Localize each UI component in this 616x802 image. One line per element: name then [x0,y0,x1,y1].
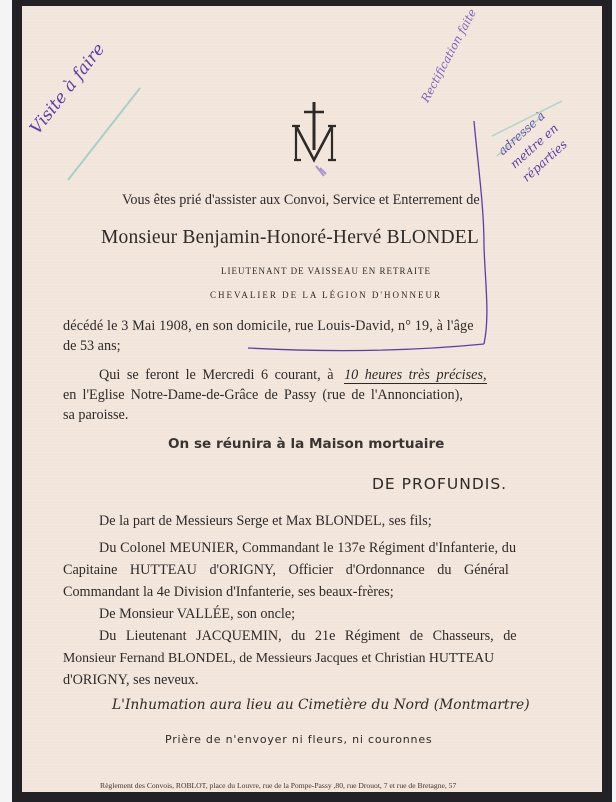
family-line: Commandant la 4e Division d'Infanterie, ses beaux-frères; [63,584,394,600]
gathering-line: On se réunira à la Maison mortuaire [168,436,445,452]
deceased-name: Monsieur Benjamin-Honoré-Hervé BLONDEL [101,227,480,248]
deceased-honour: CHEVALIER DE LA LÉGION D'HONNEUR [210,290,442,300]
family-line: Capitaine HUTTEAU d'ORIGNY, Officier d'Ordonnance du Général [63,562,509,578]
printer-footer: Règlement des Convois, ROBLOT, place du Louvre, rue de la Pompe-Passy ,80, rue Drouot, 7 et rue de Bretagne, 57 [100,781,457,790]
family-line: De la part de Messieurs Serge et Max BLONDEL, ses fils; [99,513,432,529]
handwritten-note-visite: Visite à faire [26,39,110,139]
family-line: Monsieur Fernand BLONDEL, de Messieurs Jacques et Christian HUTTEAU [63,650,495,665]
death-line-1: décédé le 3 Mai 1908, en son domicile, rue Louis-David, n° 19, à l'âge [63,318,474,334]
service-line-2: en l'Eglise Notre-Dame-de-Grâce de Passy (rue de l'Annonciation), [63,387,463,403]
service-time: 10 heures très précises, [344,367,487,383]
marian-monogram-logo [290,98,338,170]
flowers-request: Prière de n'envoyer ni fleurs, ni couronnes [165,733,433,746]
service-date: Qui se feront le Mercredi 6 courant, à [99,367,334,383]
invitation-line: Vous êtes prié d'assister aux Convoi, Service et Enterrement de [122,192,480,208]
de-profundis: DE PROFUNDIS. [372,475,508,493]
deceased-rank: LIEUTENANT DE VAISSEAU EN RETRAITE [221,266,431,276]
family-line: d'ORIGNY, ses neveux. [63,672,199,688]
service-line-3: sa paroisse. [63,407,129,423]
funeral-notice-card [22,6,602,792]
handwritten-note-adresse: adresse à mettre en réparties [495,108,570,185]
family-line: Du Lieutenant JACQUEMIN, du 21e Régiment de Chasseurs, de [99,628,517,644]
family-line: Du Colonel MEUNIER, Commandant le 137e Régiment d'Infanterie, du [99,540,517,556]
death-line-2: de 53 ans; [63,338,121,354]
burial-line: L'Inhumation aura lieu au Cimetière du Nord (Montmartre) [112,697,530,713]
family-line: De Monsieur VALLÉE, son oncle; [99,606,296,622]
service-line-1 [99,365,487,385]
handwritten-note-rectification: Rectification faite [418,6,480,105]
